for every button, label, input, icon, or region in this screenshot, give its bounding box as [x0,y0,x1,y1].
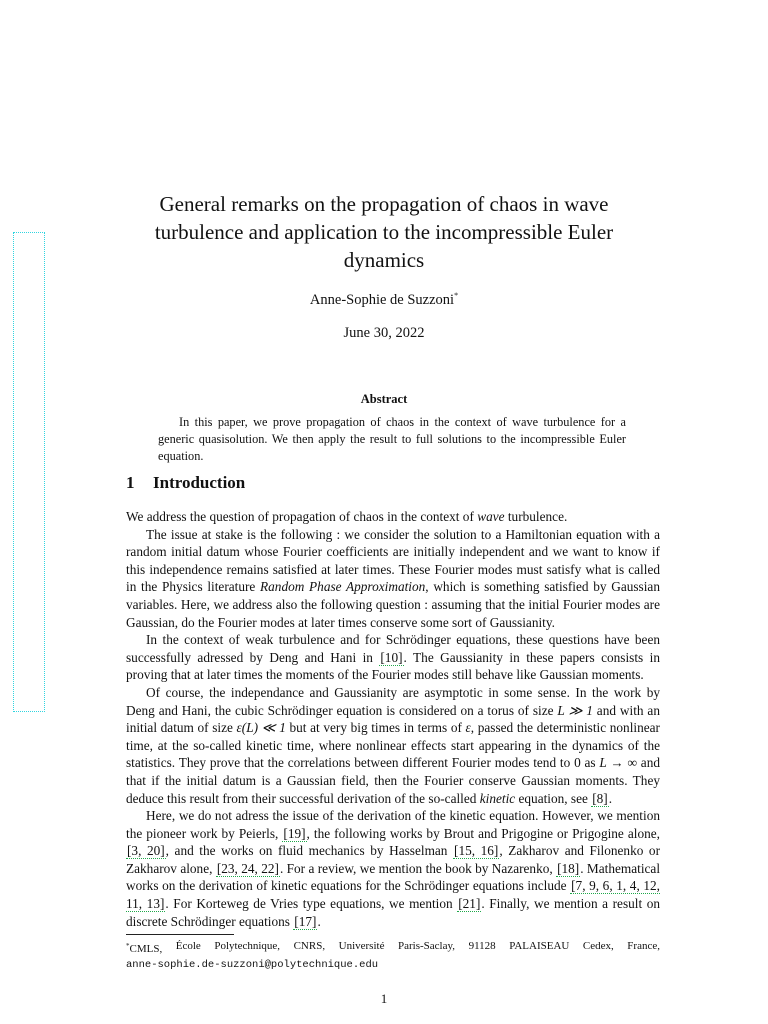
footnote-word: France, [627,940,660,952]
citation-link[interactable]: [8] [592,790,608,806]
citation-link[interactable]: [10] [380,649,403,665]
text-run: . For a review, we mention the book by Nazarenko, [279,860,557,876]
footnote-rule [126,934,234,935]
footnote [126,939,660,973]
arxiv-stamp-frame [13,232,45,712]
paragraph-5 [126,807,660,930]
footnote-word: École [175,940,201,952]
paragraph-2 [126,526,660,632]
paragraph-3 [126,631,660,684]
math-inline: L → ∞ [599,755,637,771]
citation-link[interactable]: [23, 24, 22] [216,860,279,876]
emphasis-text: kinetic [479,790,516,806]
footnote-word: CNRS, [293,940,326,952]
abstract-heading: Abstract [360,392,408,406]
text-run: turbulence. [504,509,568,524]
footnote-mark: * [126,942,130,950]
page-number: 1 [380,991,388,1006]
text-run: Here, we do not adress the issue of the derivation of the kinetic equation. However, we mention the pioneer work by Peierls, [126,808,660,841]
footnote-word: Polytechnique, [214,940,281,952]
citation-link[interactable]: [19] [283,825,306,841]
text-run: . Finally, we mention a result on discrete Schrödinger equations [126,896,661,929]
citation-link[interactable]: [7, 9, 6, 1, 4, 12, 11, 13] [126,878,660,912]
footnote-email[interactable]: anne-sophie.de-suzzoni@polytechnique.edu [126,958,379,971]
text-run: but at very big times in terms of [285,720,466,736]
footnote-word: Cedex, [582,940,614,952]
section-title: Introduction [153,473,246,492]
footnote-word [126,939,162,958]
emphasis-text: Random Phase Approximation [260,579,426,595]
text-run: We address the question of propagation of chaos in the context of [126,509,478,524]
text-run: , the following works by Brout and Prigogine or Prigogine alone, [306,825,660,841]
footnote-word: Université [338,940,385,952]
text-run: Of course, the independance and Gaussianity are asymptotic in some sense. In the work by Deng and Hani, the cubic Schrödinger equation is considered on a torus of size [126,684,660,718]
paper-date: June 30, 2022 [343,325,425,341]
footnote-word-text: CMLS, [129,943,163,955]
author-footnote-mark[interactable]: * [454,291,459,300]
author-line [120,291,648,309]
abstract-text: In this paper, we prove propagation of chaos in the context of wave turbulence for a generic quasisolution. We then apply the result to full solutions to the incompressible Euler equation. [158,415,626,463]
text-run: equation, see [515,790,592,806]
text-run: , and the works on fluid mechanics by Hasselman [165,843,454,859]
text-run: , passed the deterministic nonlinear time, at the so-called kinetic time, where nonlinear effects start appearing in the dynamics of the statistics. They prove that the correlations between different Fourier modes tend to 0 as [126,720,660,771]
paragraph-1 [126,508,660,526]
section-heading-introduction [126,473,245,493]
footnote-word: Paris-Saclay, [398,940,456,952]
text-run: . [317,913,321,929]
text-run: The issue at stake is the following : we consider the solution to a Hamiltonian equation with a random initial datum whose Fourier coefficients are initially independent and we want to know if this independence remains satisfied at later times. These Fourier modes must satisfy what is called in the Physics literature [126,526,660,595]
text-run: , which is something satisfied by Gaussian variables. Here, we address also the following question : assuming that the initial Fourier modes are Gaussian, do the Fourier modes at later times conserve some sort of Gaussianity. [126,579,660,630]
text-run: and with an initial datum of size [126,702,660,736]
footnote-word: 91128 [468,940,496,952]
text-run: In the context of weak turbulence and for Schrödinger equations, these questions have been successfully adressed by Deng and Hani in [126,632,660,665]
text-run: . The Gaussianity in these papers consists in proving that at later times the moments of the Fourier modes still behave like Gaussian moments. [126,649,660,683]
text-run: . [608,790,613,806]
citation-link[interactable]: [17] [294,913,317,929]
text-run: . Mathematical works on the derivation of kinetic equations for the Schrödinger equations include [126,860,661,894]
math-inline: ε(L) ≪ 1 [236,720,286,736]
text-run: and that if the initial datum is a Gaussian field, then the Fourier conserve Gaussian moments. They deduce this result from their successful derivation of the so-called [126,755,660,806]
text-run: , Zakharov and Filonenko or Zakharov alone, [126,843,660,876]
introduction-body [126,508,660,930]
citation-link[interactable]: [15, 16] [454,843,499,859]
paragraph-4 [126,684,660,807]
citation-link[interactable]: [21] [458,896,481,912]
paper-title: General remarks on the propagation of chaos in wave turbulence and application to the incompressible Euler dynamics [154,192,614,272]
footnote-affiliation [126,939,660,958]
footnote-word: PALAISEAU [509,940,570,952]
citation-link[interactable]: [18] [557,860,580,876]
citation-link[interactable]: [3, 20] [127,843,165,859]
author-name: Anne-Sophie de Suzzoni [309,292,455,308]
math-inline: L ≫ 1 [557,702,593,718]
emphasis-text: wave [477,509,505,524]
math-inline: ε [465,720,471,736]
section-number: 1 [126,473,135,492]
text-run: . For Korteweg de Vries type equations, we mention [165,896,458,912]
